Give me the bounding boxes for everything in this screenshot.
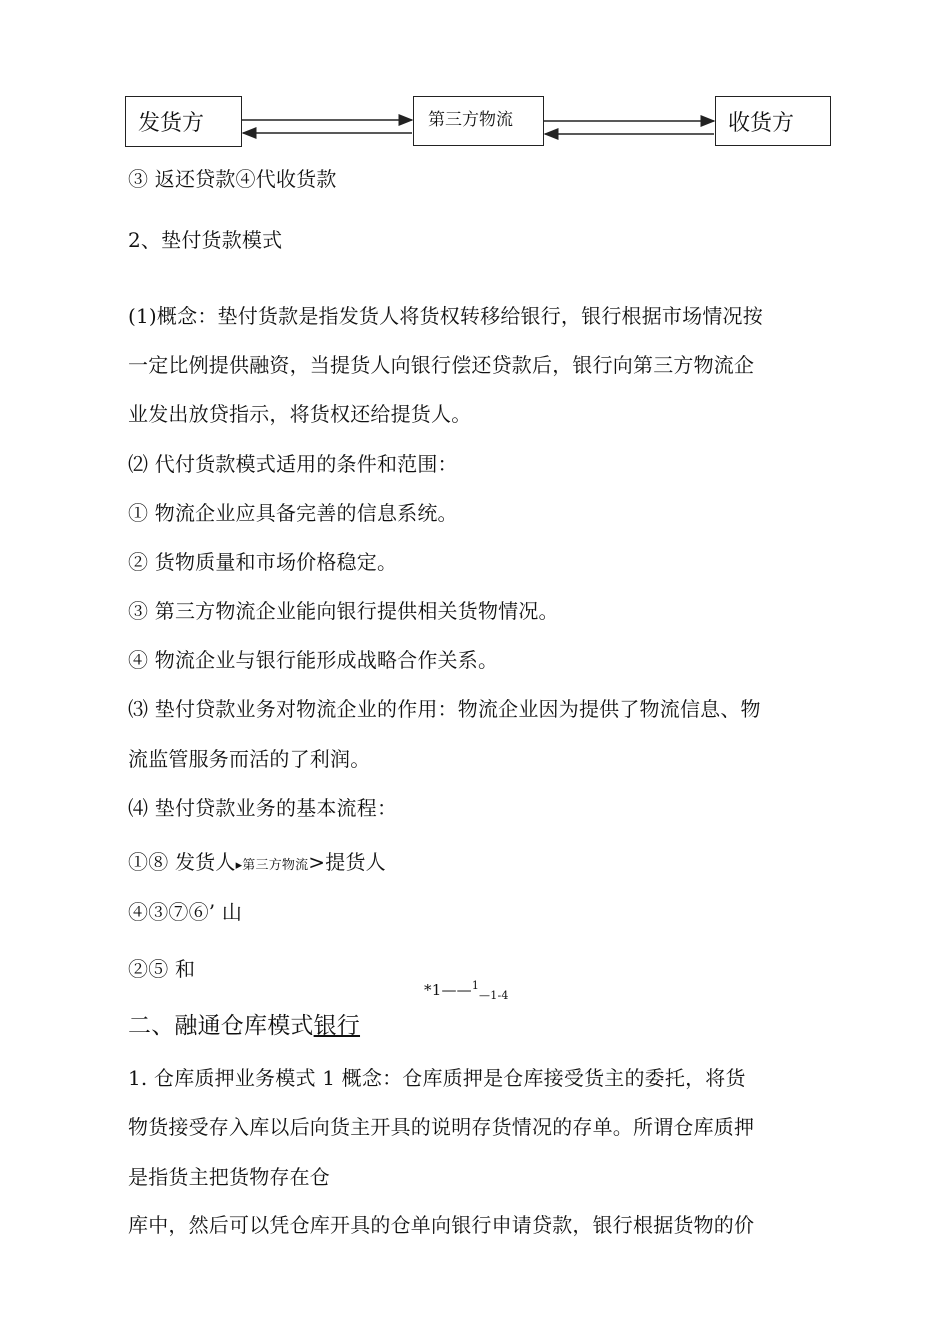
text-line-10: ④ 物流企业与银行能形成战略合作关系。 — [128, 648, 499, 672]
text-line-6: ⑵ 代付货款模式适用的条件和范围： — [128, 452, 458, 476]
flow-line-2: ④③⑦⑥’ 山 — [128, 900, 243, 924]
text-line-3: (1)概念：垫付货款是指发货人将货权转移给银行，银行根据市场情况按 — [128, 304, 763, 328]
diagram-fragment: *1——$^1_{—1-4}$ — [424, 979, 509, 1002]
text-line-9: ③ 第三方物流企业能向银行提供相关货物情况。 — [128, 599, 559, 623]
text-line-18: 1. 仓库质押业务模式 1 概念：仓库质押是仓库接受货主的委托，将货 — [128, 1066, 746, 1090]
third-party-label: 第三方物流 — [428, 110, 513, 130]
text-line-8: ② 货物质量和市场价格稳定。 — [128, 550, 398, 574]
flow-line-1 — [128, 848, 386, 880]
flow-third-party: ▸第三方物流 — [235, 858, 309, 873]
text-line-20: 是指货主把货物存在仓 — [128, 1165, 330, 1189]
flow-line-3: ②⑤ 和 — [128, 957, 196, 981]
text-line-2: 2、垫付货款模式 — [128, 228, 283, 252]
text-line-13: ⑷ 垫付贷款业务的基本流程： — [128, 796, 398, 820]
text-line-7: ① 物流企业应具备完善的信息系统。 — [128, 501, 458, 525]
receiver-label: 收货方 — [728, 110, 795, 136]
text-line-19: 物货接受存入库以后向货主开具的说明存货情况的存单。所谓仓库质押 — [128, 1115, 755, 1139]
text-line-11: ⑶ 垫付贷款业务对物流企业的作用：物流企业因为提供了物流信息、物 — [128, 697, 761, 721]
section-heading-title: 二、融通仓库模式 — [128, 1013, 314, 1039]
text-line-21: 库中，然后可以凭仓库开具的仓单向银行申请贷款，银行根据货物的价 — [128, 1213, 755, 1237]
text-line-12: 流监管服务而活的了利润。 — [128, 747, 371, 771]
text-line-4: 一定比例提供融资，当提货人向银行偿还贷款后，银行向第三方物流企 — [128, 353, 755, 377]
flow-sender: ①⑧ 发货人 — [128, 850, 236, 874]
sender-label: 发货方 — [138, 111, 205, 136]
section-heading — [128, 1012, 360, 1040]
section-heading-bank: 银行 — [313, 1013, 361, 1039]
text-line-5: 业发出放贷指示，将货权还给提货人。 — [128, 402, 472, 426]
flow-receiver: >提货人 — [308, 850, 386, 874]
text-line-1: ③ 返还贷款④代收货款 — [128, 167, 337, 191]
